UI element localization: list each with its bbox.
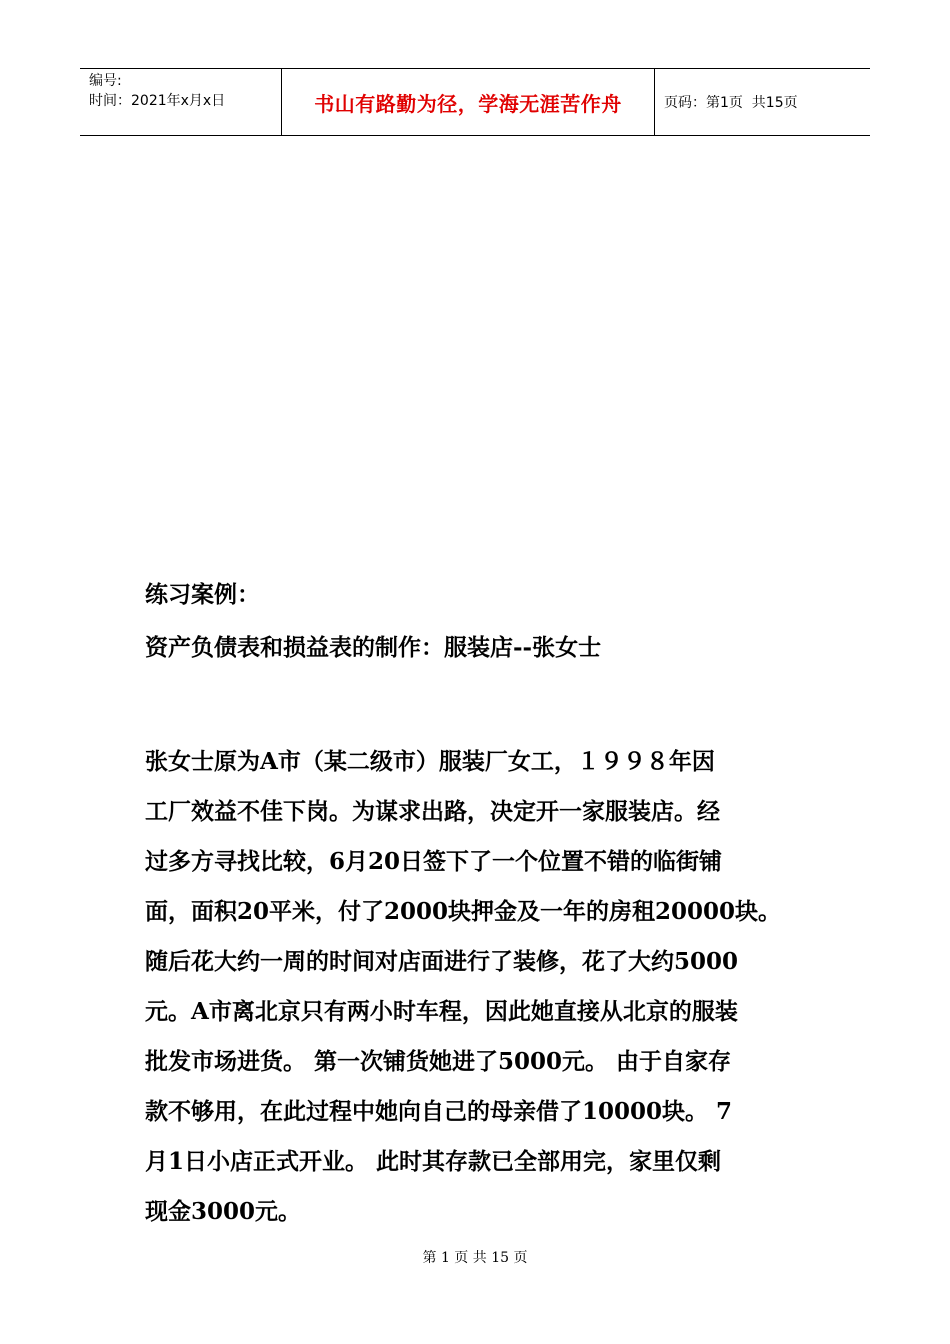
paragraph-line: 批发市场进货。 第一次铺货她进了5000元。 由于自家存 [145,1048,732,1075]
paragraph-line: 张女士原为A市（某二级市）服装厂女工，１９９８年因 [145,748,715,775]
document-body [145,580,825,1237]
document-time-label: 时间：2021年x月x日 [89,93,226,109]
paragraph-line: 随后花大约一周的时间对店面进行了装修，花了大约5000 [145,948,739,975]
header-page-cell [655,69,870,135]
paragraph-line: 元。A市离北京只有两小时车程，因此她直接从北京的服装 [145,998,738,1025]
header-motto: 书山有路勤为径，学海无涯苦作舟 [314,91,622,116]
paragraph-line: 款不够用，在此过程中她向自己的母亲借了10000块。 7 [145,1098,733,1125]
paragraph-line: 过多方寻找比较，6月20日签下了一个位置不错的临街铺 [145,848,723,875]
section-heading: 练习案例： [145,581,260,608]
document-number-label: 编号: [89,73,122,89]
paragraph-line: 面，面积20平米，付了2000块押金及一年的房租20000块。 [145,898,782,925]
header-meta-cell [80,69,282,135]
header-page-info: 页码：第1页 共15页 [664,95,798,111]
paragraph-line: 工厂效益不佳下岗。为谋求出路，决定开一家服装店。经 [145,798,720,825]
header-motto-cell [282,69,655,135]
paragraph-line: 月1日小店正式开业。 此时其存款已全部用完，家里仅剩 [145,1148,722,1175]
page-footer: 第 1 页 共 15 页 [422,1250,528,1266]
section-subtitle: 资产负债表和损益表的制作：服装店--张女士 [145,634,602,661]
paragraph-line: 现金3000元。 [145,1198,302,1225]
case-paragraph [145,737,825,1237]
page-header [80,68,870,136]
